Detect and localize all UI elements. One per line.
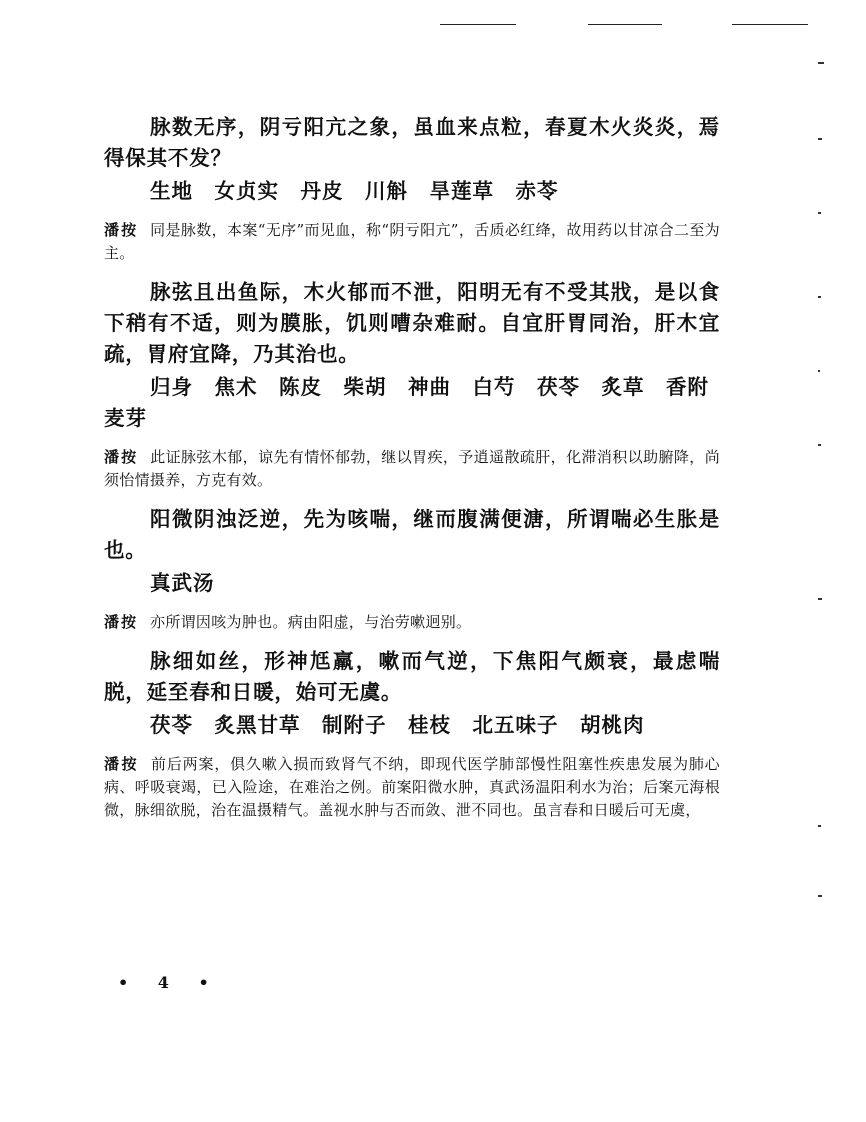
commentary-label: 潘按 — [104, 448, 139, 466]
commentary — [104, 446, 720, 492]
commentary-text: 前后两案，俱久嗽入损而致肾气不纳，即现代医学肺部慢性阻塞性疾患发展为肺心病、呼吸衰竭，已入险途，在难治之例。前案阳微水肿，真武汤温阳利水为治；后案元海根微，脉细欲脱，治在温摄精气。盖视水肿与否而敛、泄不同也。虽言春和日暖后可无虞， — [104, 755, 720, 819]
case-entry — [104, 277, 731, 492]
scan-speck — [818, 370, 820, 372]
scan-speck — [818, 212, 821, 214]
case-description: 阳微阴浊泛逆，先为咳喘，继而腹满便溏，所谓喘必生胀是也。 — [104, 507, 720, 562]
commentary-label: 潘按 — [104, 755, 140, 773]
prescription: 茯苓 炙黑甘草 制附子 桂枝 北五味子 胡桃肉 — [150, 713, 645, 737]
scan-speck — [818, 138, 822, 140]
commentary-text: 此证脉弦木郁，谅先有情怀郁勃，继以胃疾，予逍遥散疏肝，化滞消积以助腑降，尚须怡情摄养，方克有效。 — [104, 448, 720, 489]
scan-speck — [818, 296, 821, 298]
prescription: 归身 焦术 陈皮 柴胡 神曲 白芍 茯苓 炙草 香附 麦芽 — [104, 375, 731, 430]
commentary — [104, 753, 720, 822]
case-entry — [104, 504, 720, 634]
header-rule-right — [732, 24, 808, 25]
case-description: 脉数无序，阴亏阳亢之象，虽血来点粒，春夏木火炎炎，焉得保其不发？ — [104, 115, 720, 170]
prescription: 生地 女贞实 丹皮 川斛 旱莲草 赤苓 — [150, 179, 559, 203]
commentary-text: 同是脉数，本案“无序”而见血，称“阴亏阳亢”，舌质必红绛，故用药以甘凉合二至为主。 — [104, 221, 720, 262]
case-entry — [104, 646, 720, 822]
commentary — [104, 219, 720, 265]
scan-speck — [818, 895, 822, 897]
page-number: • 4 • — [118, 973, 221, 992]
prescription: 真武汤 — [150, 571, 215, 595]
commentary-label: 潘按 — [104, 221, 139, 239]
commentary — [104, 611, 720, 634]
case-description: 脉细如丝，形神尪羸，嗽而气逆，下焦阳气颇衰，最虑喘脱，延至春和日暖，始可无虞。 — [104, 649, 720, 704]
case-description: 脉弦且出鱼际，木火郁而不泄，阳明无有不受其戕，是以食下稍有不适，则为膜胀，饥则嘈杂难耐。自宜肝胃同治，肝木宜疏，胃府宜降，乃其治也。 — [104, 280, 720, 366]
commentary-label: 潘按 — [104, 613, 139, 631]
scan-speck — [818, 825, 821, 827]
case-entry — [104, 112, 720, 265]
scan-speck — [818, 444, 821, 446]
page-body — [104, 112, 731, 834]
scan-speck — [818, 598, 822, 600]
commentary-text: 亦所谓因咳为肿也。病由阳虚，与治劳嗽迥别。 — [150, 613, 472, 631]
header-rule-left — [440, 24, 516, 25]
scan-speck — [818, 62, 824, 64]
header-rule-middle — [588, 24, 662, 25]
